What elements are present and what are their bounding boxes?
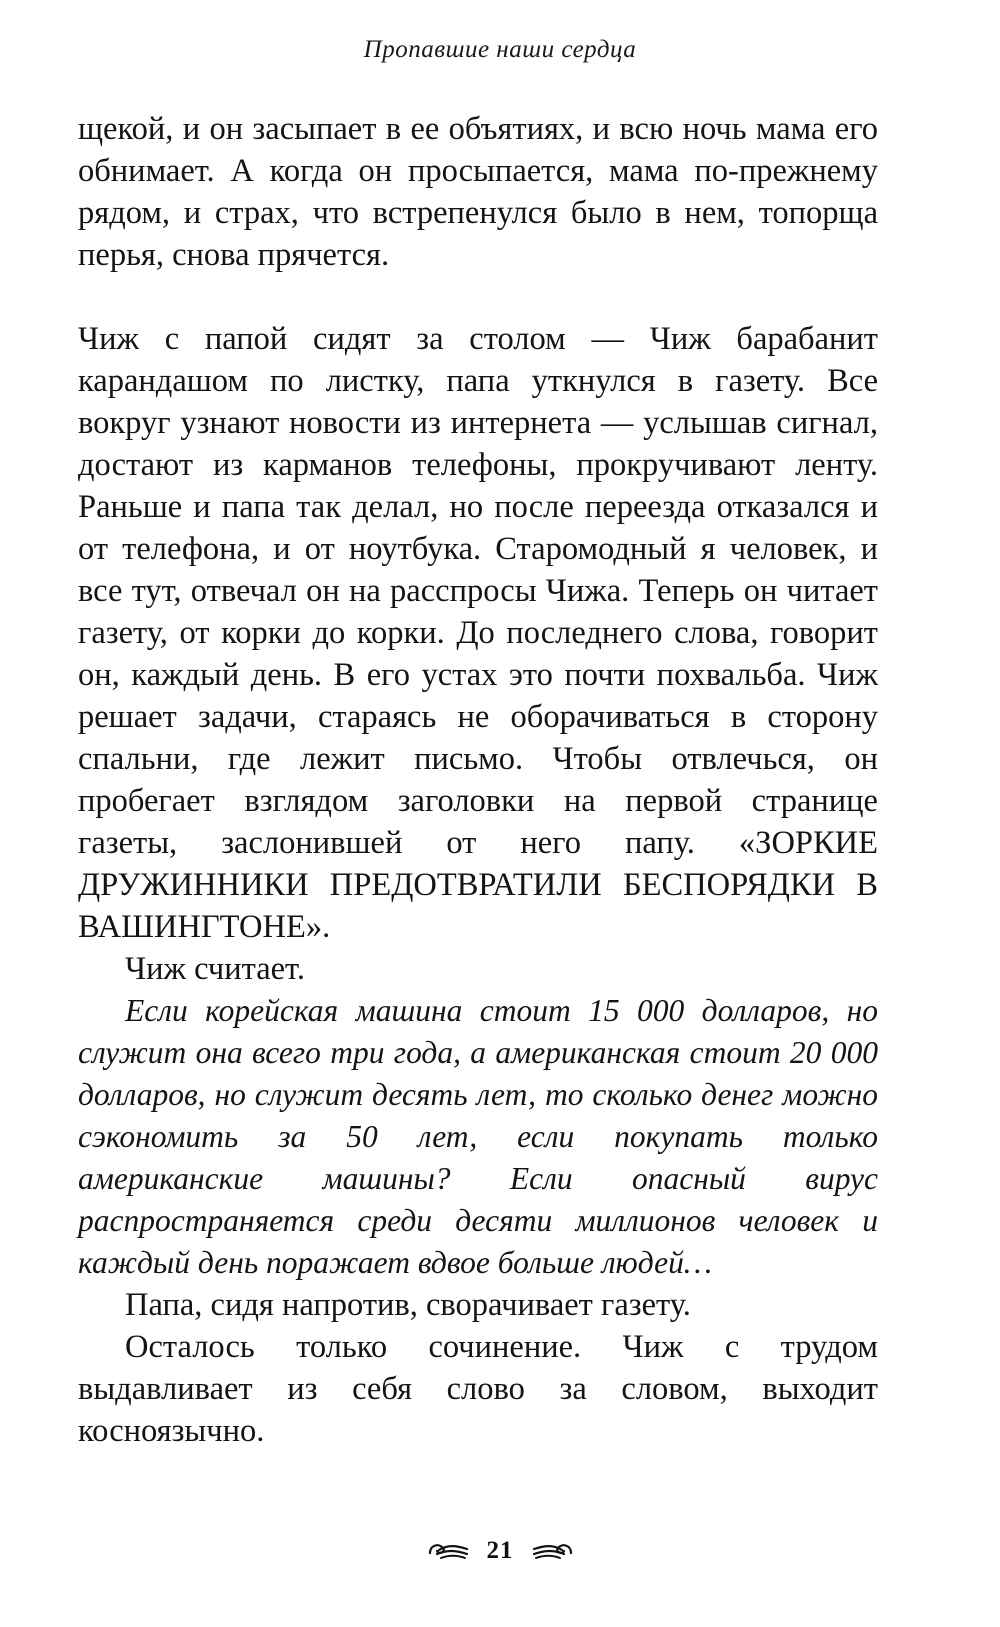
body-text — [78, 108, 878, 1452]
paragraph-continuation: щекой, и он засыпает в ее объятиях, и всю ночь мама его обнимает. А когда он просыпается, мама по-прежнему рядом, и страх, что встрепенулся было в нем, топорща перья, снова прячется. — [78, 111, 878, 273]
wave-flourish-left-icon — [427, 1541, 469, 1561]
running-head: Пропавшие наши сердца — [363, 36, 637, 63]
wave-flourish-right-icon — [532, 1541, 574, 1561]
paragraph: Осталось только сочинение. Чиж с трудом выдавливает из себя слово за словом, выходит косноязычно. — [78, 1329, 878, 1449]
paragraph-italic-problems: Если корейская машина стоит 15 000 долларов, но служит она всего три года, а американская стоит 20 000 долларов, но служит десять лет, то сколько денег можно сэкономить за 50 лет, если покупать только американские машины? Если опасный вирус распространяется среди десяти миллионов человек и каждый день поражает вдвое больше людей… — [78, 993, 878, 1280]
paragraph: Чиж считает. — [125, 951, 305, 987]
section-break — [78, 276, 878, 318]
folio — [0, 1537, 1000, 1565]
paragraph-section-start: Чиж с папой сидят за столом — Чиж барабанит карандашом по листку, папа уткнулся в газету. Все вокруг узнают новости из интернета — услышав сигнал, достают из карманов телефоны, прокручивают ленту. Раньше и папа так делал, но после переезда отказался и от телефона, и от ноутбука. Старомодный я человек, и все тут, отвечал он на расспросы Чижа. Теперь он читает газету, от корки до корки. До последнего слова, говорит он, каждый день. В его устах это почти похвальба. Чиж решает задачи, стараясь не оборачиваться в сторону спальни, где лежит письмо. Чтобы отвлечься, он пробегает взглядом заголовки на первой странице газеты, заслонившей от него папу. «ЗОРКИЕ ДРУЖИННИКИ ПРЕДОТВРАТИЛИ БЕСПОРЯДКИ В ВАШИНГТОНЕ». — [78, 321, 878, 945]
paragraph: Папа, сидя напротив, сворачивает газету. — [125, 1287, 691, 1323]
page-number: 21 — [486, 1537, 514, 1564]
